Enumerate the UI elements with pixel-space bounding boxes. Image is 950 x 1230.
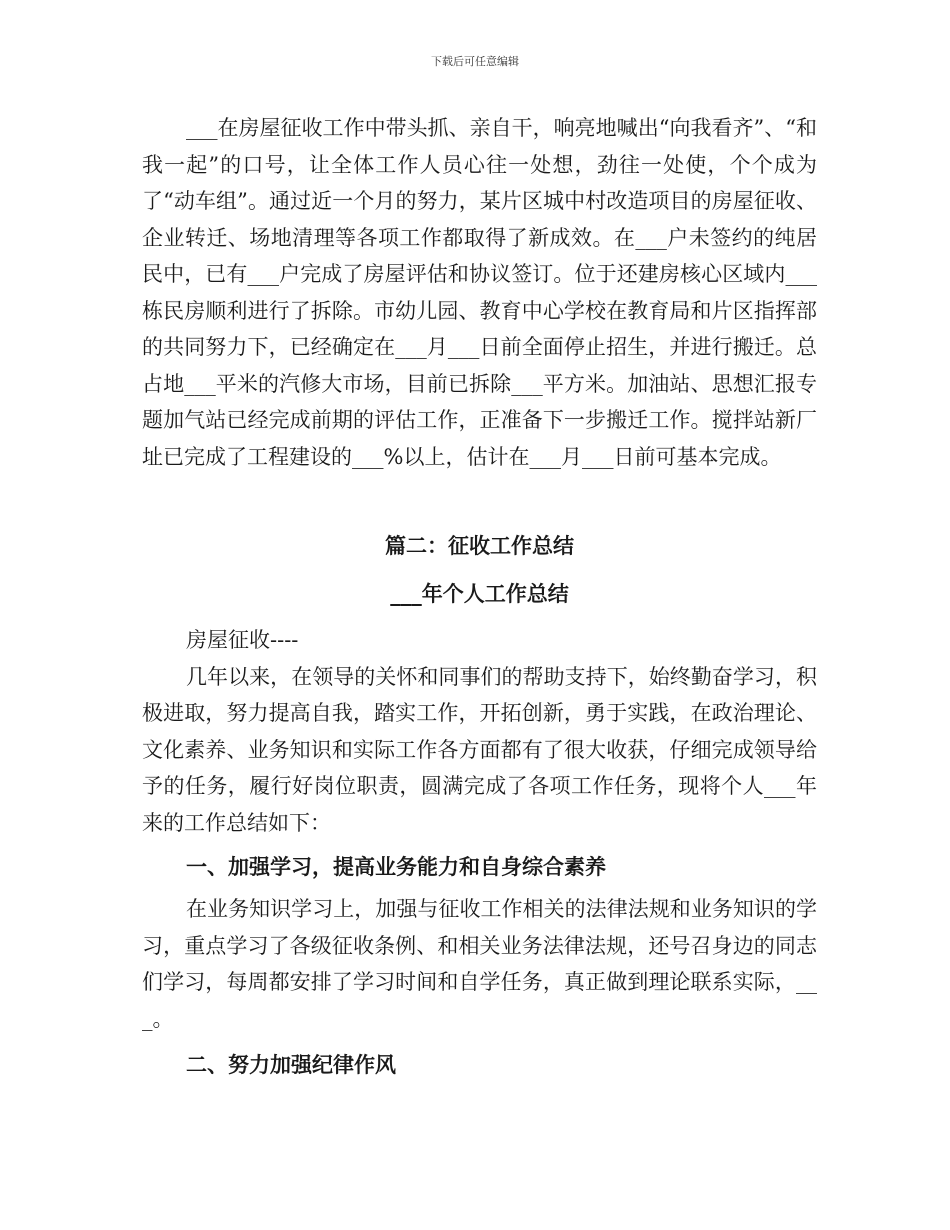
summary-title: ___年个人工作总结 (390, 581, 569, 606)
subtitle-line: 房屋征收---- (186, 628, 299, 652)
paragraph-demolition-progress: ___在房屋征收工作中带头抓、亲自干，响亮地喊出“向我看齐”、“和我一起”的口号，让全体工作人员心往一处想，劲往一处使，个个成为了“动车组”。通过近一个月的努力，某片区城中村改造项目的房屋征收、企业转迁、场地清理等各项工作都取得了新成效。在___户未签约的纯居民中，已有___户完成了房屋评估和协议签订。位于还建房核心区域内___栋民房顺利进行了拆除。市幼儿园、教育中心学校在教育局和片区指挥部的共同努力下，已经确定在___月___日前全面停止招生，并进行搬迁。总占地___平米的汽修大市场，目前已拆除___平方米。加油站、思想汇报专题加气站已经完成前期的评估工作，正准备下一步搬迁工作。搅拌站新厂址已完成了工程建设的___%以上，估计在___月___日前可基本完成。 (142, 116, 817, 469)
paragraph-study: 在业务知识学习上，加强与征收工作相关的法律法规和业务知识的学习，重点学习了各级征收条例、和相关业务法律法规，还号召身边的同志们学习，每周都安排了学习时间和自学任务，真正做到理论联系实际，___。 (142, 897, 817, 1031)
page-header-note: 下载后可任意编辑 (431, 55, 519, 68)
heading-study: 一、加强学习，提高业务能力和自身综合素养 (186, 854, 606, 879)
section-title: 篇二：征收工作总结 (385, 533, 574, 558)
document-body (142, 110, 817, 1077)
heading-discipline: 二、努力加强纪律作风 (186, 1052, 396, 1077)
paragraph-introduction: 几年以来，在领导的关怀和同事们的帮助支持下，始终勤奋学习，积极进取，努力提高自我，踏实工作，开拓创新，勇于实践，在政治理论、文化素养、业务知识和实际工作各方面都有了很大收获，仔细完成领导给予的任务，履行好岗位职责，圆满完成了各项工作任务，现将个人___年来的工作总结如下： (142, 664, 817, 835)
